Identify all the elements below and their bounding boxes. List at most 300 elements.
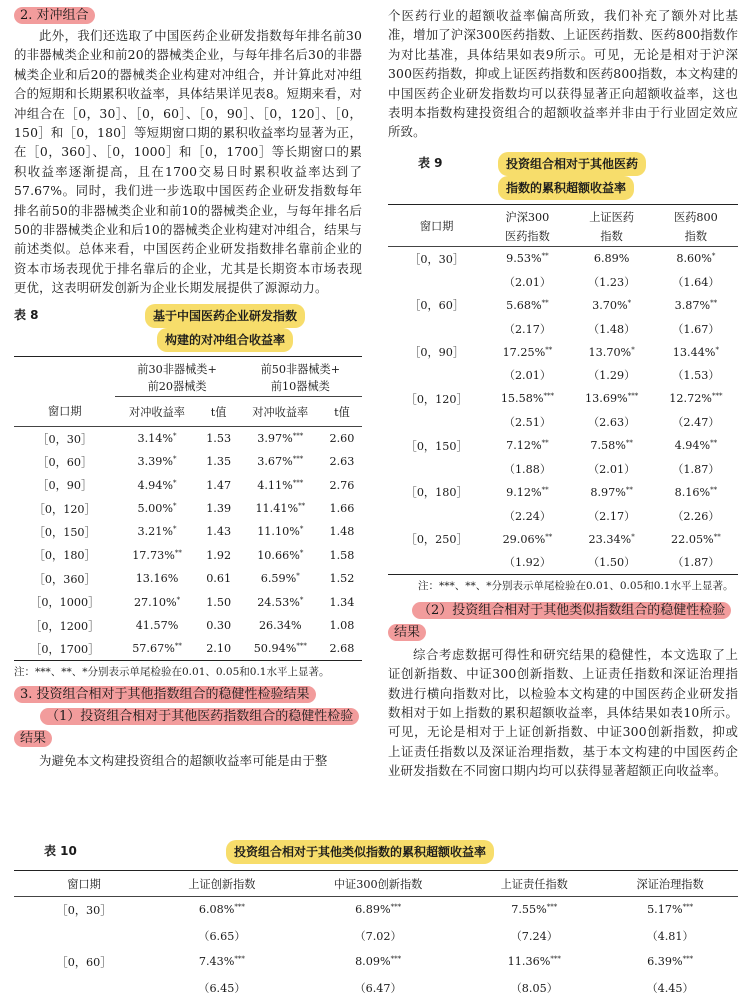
window-cell: ［0，180］: [405, 486, 468, 500]
return-cell: [239, 590, 322, 613]
cell-value: 11.41%: [255, 502, 299, 516]
table-row: [14, 520, 362, 543]
t-stat-cell: （6.47）: [354, 981, 402, 995]
cell-value: 8.97%: [590, 485, 626, 499]
return-cell: [115, 544, 198, 567]
return-cell: [115, 450, 198, 473]
cell-value: 15.58%: [500, 392, 544, 406]
significance-stars: *: [173, 455, 177, 464]
cell-value: 4.94%: [674, 439, 711, 453]
table-row-tstat: [388, 270, 738, 293]
window-cell: ［0，90］: [37, 479, 93, 493]
table-8-label: 表 8: [14, 307, 39, 322]
window-cell: ［0，360］: [33, 572, 96, 586]
significance-stars: ***: [627, 392, 639, 401]
table-9-col-c: 医药800: [674, 210, 718, 224]
return-cell: [570, 294, 654, 317]
table-9-label: 表 9: [418, 155, 443, 170]
cell-value: 26.34%: [258, 619, 302, 632]
empty-cell: [388, 317, 485, 340]
table-10-block: [14, 840, 738, 1000]
return-cell: [654, 247, 738, 270]
return-cell: [570, 387, 654, 410]
t-value-cell: 1.47: [206, 478, 232, 492]
table-9-body: [388, 247, 738, 574]
table-row: [14, 590, 362, 613]
significance-stars: **: [541, 298, 549, 307]
table-row: [14, 897, 738, 923]
significance-stars: ***: [292, 478, 304, 487]
t-value-cell: 2.60: [329, 432, 355, 446]
t-stat-cell: （8.05）: [510, 981, 558, 995]
subsection-1-heading-text: （1）投资组合相对于其他医药指数组合的稳健性检验: [40, 708, 359, 725]
table-10-col-c: 上证责任指数: [500, 877, 568, 891]
table-8-col-ret1: 对冲收益率: [129, 405, 185, 419]
table-8-col-t1: t值: [210, 405, 227, 419]
subsection-1-heading-cont-text: 结果: [14, 730, 52, 747]
table-10-body: [14, 897, 738, 1000]
return-cell: [570, 247, 654, 270]
window-cell: ［0，60］: [409, 299, 465, 313]
return-cell: [239, 427, 322, 450]
section-2-heading: [14, 6, 362, 26]
significance-stars: *: [176, 595, 181, 604]
window-cell: ［0，250］: [405, 533, 468, 547]
significance-stars: *: [299, 525, 304, 534]
return-cell: [154, 897, 290, 923]
t-value-cell: 2.10: [206, 642, 232, 656]
table-8-caption: [14, 304, 362, 352]
empty-cell: [14, 975, 154, 1000]
table-row: [14, 949, 738, 975]
cell-value: 6.59%: [260, 572, 297, 586]
t-value-cell: 1.43: [206, 525, 232, 539]
return-cell: [239, 473, 322, 496]
t-value-cell: 1.34: [329, 595, 355, 609]
t-stat-cell: （6.65）: [198, 929, 246, 943]
t-stat-cell: （4.45）: [646, 981, 694, 995]
t-stat-cell: （2.17）: [503, 322, 552, 336]
return-cell: [154, 949, 290, 975]
table-row: [388, 434, 738, 457]
t-stat-cell: （2.51）: [503, 416, 552, 430]
return-cell: [239, 637, 322, 660]
cell-value: 17.25%: [502, 345, 546, 359]
cell-value: 8.09%: [355, 955, 391, 968]
cell-value: 6.39%: [647, 955, 683, 968]
cell-value: 7.58%: [590, 439, 626, 453]
cell-value: 4.11%: [257, 478, 293, 492]
table-9-caption: [388, 152, 738, 200]
subsection-1-heading-cont: [14, 729, 362, 749]
t-stat-cell: （2.47）: [672, 416, 720, 430]
significance-stars: ***: [543, 392, 554, 401]
t-stat-cell: （2.01）: [503, 275, 552, 289]
right-column: [388, 6, 738, 781]
table-header-cell: [14, 356, 115, 377]
empty-cell: [388, 504, 485, 527]
cell-value: 8.16%: [674, 485, 711, 499]
table-9-title: [478, 152, 738, 200]
return-cell: [115, 427, 198, 450]
table-row-tstat: [388, 364, 738, 387]
cell-value: 29.06%: [502, 532, 546, 546]
t-value-cell: 0.61: [206, 572, 232, 586]
window-cell: ［0，30］: [37, 432, 93, 446]
subsection-2-heading: [388, 601, 738, 621]
window-cell: ［0，1700］: [30, 642, 100, 656]
return-cell: [466, 897, 602, 923]
cell-value: 8.60%: [676, 252, 712, 266]
t-stat-cell: （1.53）: [672, 369, 720, 383]
return-cell: [570, 340, 654, 363]
table-8-note: 注：***、**、*分别表示单尾检验在0.01、0.05和0.1水平上显著。: [14, 666, 330, 679]
cell-value: 13.70%: [588, 345, 632, 359]
table-8-group2-line1: 前50非器械类+: [260, 362, 341, 376]
t-stat-cell: （2.63）: [587, 416, 636, 430]
cell-value: 7.55%: [511, 903, 547, 917]
cell-value: 3.21%: [137, 525, 174, 539]
window-cell: ［0，150］: [33, 525, 96, 539]
table-row: [14, 614, 362, 637]
cell-value: 9.53%: [506, 252, 542, 266]
cell-value: 3.67%: [257, 455, 293, 469]
table-row: [14, 544, 362, 567]
t-value-cell: 0.30: [206, 619, 232, 632]
table-row: [388, 481, 738, 504]
table-10-col-window: 窗口期: [67, 877, 101, 891]
t-value-cell: 1.58: [329, 548, 355, 562]
return-cell: [239, 497, 322, 520]
return-cell: [654, 340, 738, 363]
cell-value: 11.10%: [257, 525, 300, 539]
significance-stars: ***: [390, 903, 402, 912]
significance-stars: *: [299, 548, 304, 557]
section-3-heading-text: 3. 投资组合相对于其他指数组合的稳健性检验结果: [14, 686, 316, 703]
cell-value: 10.66%: [257, 548, 300, 562]
return-cell: [602, 949, 738, 975]
t-stat-cell: （4.81）: [646, 929, 694, 943]
table-8-group2-header: [239, 356, 362, 377]
significance-stars: ***: [296, 642, 307, 651]
cell-value: 13.16%: [135, 572, 179, 586]
table-9-col-c-line2: 指数: [684, 229, 708, 243]
table-8-group1-line1: 前30非器械类+: [137, 362, 217, 376]
significance-stars: *: [627, 298, 632, 307]
window-cell: ［0，60］: [37, 455, 93, 469]
table-row-tstat: [14, 923, 738, 949]
cell-value: 12.72%: [669, 392, 712, 406]
significance-stars: ***: [292, 455, 304, 464]
cell-value: 5.00%: [137, 502, 174, 516]
cell-value: 57.67%: [132, 642, 175, 656]
significance-stars: *: [299, 595, 304, 604]
table-8-group2-header-line2: 前10器械类: [239, 377, 362, 397]
return-cell: [115, 520, 198, 543]
subsection-1-heading: [14, 707, 362, 727]
t-value-cell: 1.35: [206, 455, 232, 469]
return-cell: [485, 294, 569, 317]
table-8-title-line1: 基于中国医药企业研发指数: [145, 304, 305, 328]
return-cell: [115, 567, 198, 590]
cell-value: 4.94%: [137, 478, 174, 492]
return-cell: [115, 473, 198, 496]
table-8-col-ret2: 对冲收益率: [252, 405, 309, 419]
table-row: [388, 387, 738, 410]
cell-value: 9.12%: [506, 485, 542, 499]
window-cell: ［0，1200］: [30, 619, 100, 633]
table-row: [388, 294, 738, 317]
return-cell: [654, 387, 738, 410]
t-stat-cell: （1.23）: [587, 275, 636, 289]
cell-value: 24.53%: [257, 595, 300, 609]
t-stat-cell: （2.26）: [672, 509, 720, 523]
t-stat-cell: （7.24）: [510, 929, 558, 943]
significance-stars: *: [631, 345, 635, 354]
t-value-cell: 1.39: [206, 502, 232, 516]
t-stat-cell: （1.92）: [503, 556, 552, 570]
table-8-col-t2: t值: [334, 405, 350, 419]
t-value-cell: 1.52: [329, 572, 355, 586]
table-row: [14, 427, 362, 450]
table-row-tstat: [388, 457, 738, 480]
table-row: [14, 450, 362, 473]
table-row-tstat: [388, 504, 738, 527]
significance-stars: **: [541, 439, 549, 448]
return-cell: [239, 450, 322, 473]
t-stat-cell: （1.50）: [587, 556, 636, 570]
table-10-title: [174, 840, 738, 864]
table-10: [14, 870, 738, 1000]
section-3-heading: [14, 685, 362, 705]
return-cell: [115, 590, 198, 613]
cell-value: 22.05%: [671, 532, 714, 546]
table-9-note: 注：***、**、*分别表示单尾检验在0.01、0.05和0.1水平上显著。: [418, 579, 734, 592]
return-cell: [570, 434, 654, 457]
cell-value: 13.69%: [585, 392, 628, 406]
subsection-2-heading-text: （2）投资组合相对于其他类似指数组合的稳健性检验: [412, 602, 731, 619]
return-cell: [570, 481, 654, 504]
table-9-col-window: 窗口期: [388, 204, 485, 247]
significance-stars: **: [541, 485, 549, 494]
return-cell: [239, 544, 322, 567]
table-9-title-line2: 指数的累积超额收益率: [498, 176, 634, 200]
significance-stars: ***: [292, 432, 304, 441]
t-stat-cell: （1.48）: [587, 322, 636, 336]
cell-value: 6.08%: [198, 903, 235, 917]
t-stat-cell: （1.87）: [672, 556, 720, 570]
return-cell: [654, 294, 738, 317]
continued-paragraph: 个医药行业的超额收益率偏高所致，我们补充了额外对比基准，增加了沪深300医药指数、上证医药指数、医药800指数作为对比基准，具体结果如表9所示。可见，无论是相对于沪深300医药指数，抑或上证医药指数和医药800指数，本文构建的中国医药企业研发指数均可以获得显著正向超额收益率，这也表明本指数构建投资组合的超额收益率并非由于行业固定效应所致。: [388, 8, 738, 140]
cell-value: 6.89%: [593, 252, 630, 266]
subsection-2-heading-cont: [388, 623, 738, 643]
table-8-title: [88, 304, 362, 352]
left-column: [14, 6, 362, 771]
table-10-col-b: 中证300创新指数: [333, 877, 423, 891]
t-value-cell: 2.63: [329, 455, 355, 469]
empty-cell: [388, 270, 485, 293]
significance-stars: *: [711, 252, 716, 261]
return-cell: [239, 520, 322, 543]
cell-value: 23.34%: [588, 532, 632, 546]
empty-cell: [388, 364, 485, 387]
table-9-col-b: 上证医药: [589, 210, 634, 224]
section-2-heading-text: 2. 对冲组合: [14, 7, 95, 24]
significance-stars: ***: [711, 392, 723, 401]
significance-stars: **: [545, 532, 553, 541]
table-row-tstat: [388, 317, 738, 340]
table-row: [388, 528, 738, 551]
return-cell: [485, 481, 569, 504]
return-cell: [115, 614, 198, 637]
window-cell: ［0，120］: [405, 392, 468, 406]
return-cell: [290, 897, 467, 923]
table-row-tstat: [14, 975, 738, 1000]
significance-stars: **: [541, 252, 549, 261]
cell-value: 3.87%: [674, 298, 711, 312]
cell-value: 7.12%: [506, 439, 542, 453]
cell-value: 3.14%: [137, 432, 174, 446]
window-cell: ［0，180］: [33, 549, 96, 563]
window-cell: ［0，1000］: [30, 596, 100, 610]
significance-stars: **: [298, 502, 306, 511]
significance-stars: *: [173, 525, 177, 534]
significance-stars: *: [173, 432, 177, 441]
window-cell: ［0，30］: [409, 252, 465, 266]
significance-stars: *: [173, 478, 177, 487]
significance-stars: ***: [546, 903, 558, 912]
empty-cell: [388, 411, 485, 434]
empty-cell: [14, 923, 154, 949]
t-stat-cell: （2.17）: [587, 509, 636, 523]
t-value-cell: 1.53: [206, 432, 232, 446]
table-row-tstat: [388, 411, 738, 434]
table-9: [388, 204, 738, 575]
return-cell: [239, 567, 322, 590]
t-value-cell: 1.92: [206, 548, 232, 562]
t-value-cell: 1.50: [206, 595, 232, 609]
return-cell: [290, 949, 467, 975]
empty-cell: [388, 457, 485, 480]
significance-stars: **: [713, 532, 721, 541]
table-row: [14, 637, 362, 660]
significance-stars: ***: [550, 955, 561, 963]
table-8-group1-header: [115, 356, 238, 377]
t-value-cell: 1.66: [329, 502, 355, 516]
return-cell: [115, 497, 198, 520]
table-row: [388, 247, 738, 270]
cell-value: 5.17%: [647, 903, 683, 917]
significance-stars: *: [631, 532, 635, 541]
table-8-col-window: 窗口期: [47, 405, 82, 419]
t-stat-cell: （1.87）: [672, 463, 720, 477]
cell-value: 50.94%: [253, 642, 297, 656]
significance-stars: *: [173, 502, 177, 511]
t-value-cell: 2.76: [329, 478, 355, 492]
return-cell: [485, 340, 569, 363]
window-cell: ［0，60］: [56, 955, 112, 969]
table-10-caption: [14, 840, 738, 864]
table-row: [14, 473, 362, 496]
cell-value: 7.43%: [198, 955, 235, 968]
cell-value: 13.44%: [672, 345, 716, 359]
section-2-paragraph: 此外，我们还选取了中国医药企业研发指数每年排名前30的非器械类企业和前20的器械类企业，与每年排名后30的非器械类企业和后20的器械类企业构建对冲组合，并计算此对冲组合的短期和长期累积收益率，具体结果详见表8。短期来看，对冲组合在［0，30］、［0，60］、［0，90］、［0，120］、［0，150］和［0，180］等短期窗口期的累积收益率均显著为正，在［0，360］、［0，1000］和［0，1700］等长期窗口的累积收益率逐渐提高，且在1700交易日时累积收益率达到了57.67%。同时，我们进一步选取中国医药企业研发指数每年排名前50的非器械类企业和前10的器械类企业，与每年排名后50的非器械类企业和后10的器械类企业构建对冲组合，结果与前述类似。总体来看，中国医药企业研发指数排名靠前企业的资本市场表现优于排名靠后的企业，尤其是长期资本市场表现更优，这表明研发创新为企业长期发展提供了源源动力。: [14, 28, 362, 296]
subsection-2-paragraph: 综合考虑数据可得性和研究结果的稳健性，本文选取了上证创新指数、中证300创新指数、上证责任指数和深证治理指数进行横向指数对比，以检验本文构建的中国医药企业研发指数相对于如上指数的累积超额收益率，具体结果如表10所示。可见，无论是相对于上证创新指数、中证300创新指数，抑或上证责任指数以及深证治理指数，基于本文构建的中国医药企业研发指数在不同窗口期内均可以获得显著超额正向收益率。: [388, 646, 738, 779]
t-stat-cell: （2.01）: [503, 369, 552, 383]
return-cell: [485, 247, 569, 270]
table-8-body: [14, 427, 362, 661]
t-stat-cell: （1.67）: [672, 322, 720, 336]
t-stat-cell: （2.24）: [503, 509, 552, 523]
significance-stars: **: [174, 642, 182, 651]
significance-stars: **: [625, 439, 633, 448]
table-row: [14, 497, 362, 520]
table-9-title-line1: 投资组合相对于其他医药: [498, 152, 646, 176]
window-cell: ［0，30］: [56, 903, 112, 917]
return-cell: [485, 387, 569, 410]
table-9-col-b-line2: 指数: [600, 229, 623, 243]
return-cell: [654, 528, 738, 551]
table-10-col-a: 上证创新指数: [188, 877, 256, 891]
return-cell: [466, 949, 602, 975]
t-stat-cell: （1.64）: [672, 275, 720, 289]
t-stat-cell: （2.01）: [587, 463, 636, 477]
significance-stars: ***: [234, 955, 245, 963]
significance-stars: **: [710, 439, 718, 448]
table-10-label: 表 10: [44, 844, 77, 858]
subsection-1-paragraph: 为避免本文构建投资组合的超额收益率可能是由于整: [39, 753, 328, 769]
cell-value: 41.57%: [135, 619, 179, 632]
cell-value: 17.73%: [132, 548, 175, 562]
t-stat-cell: （1.88）: [503, 463, 552, 477]
table-10-title-text: 投资组合相对于其他类似指数的累积超额收益率: [226, 840, 494, 864]
significance-stars: ***: [234, 903, 245, 912]
window-cell: ［0，120］: [33, 502, 96, 516]
significance-stars: ***: [682, 955, 694, 963]
significance-stars: *: [715, 345, 719, 354]
window-cell: ［0，90］: [409, 346, 465, 360]
table-header-cell: [14, 377, 115, 397]
table-10-col-d: 深证治理指数: [636, 877, 704, 891]
return-cell: [485, 434, 569, 457]
return-cell: [239, 614, 322, 637]
t-value-cell: 1.08: [329, 619, 355, 632]
return-cell: [602, 897, 738, 923]
cell-value: 3.39%: [137, 455, 174, 469]
cell-value: 5.68%: [506, 298, 542, 312]
cell-value: 27.10%: [133, 595, 177, 609]
window-cell: ［0，150］: [405, 439, 468, 453]
t-value-cell: 1.48: [329, 525, 355, 539]
return-cell: [570, 528, 654, 551]
cell-value: 3.97%: [257, 432, 293, 446]
significance-stars: ***: [682, 903, 694, 912]
significance-stars: **: [710, 485, 718, 494]
table-row-tstat: [388, 551, 738, 574]
significance-stars: **: [545, 345, 553, 354]
significance-stars: **: [625, 485, 633, 494]
return-cell: [115, 637, 198, 660]
t-stat-cell: （6.45）: [198, 981, 246, 995]
t-value-cell: 2.68: [329, 642, 355, 656]
return-cell: [654, 481, 738, 504]
significance-stars: *: [296, 572, 300, 581]
return-cell: [654, 434, 738, 457]
table-9-col-a-line2: 医药指数: [505, 229, 550, 243]
table-9-col-a: 沪深300: [505, 210, 550, 224]
table-row: [388, 340, 738, 363]
t-stat-cell: （7.02）: [354, 929, 402, 943]
